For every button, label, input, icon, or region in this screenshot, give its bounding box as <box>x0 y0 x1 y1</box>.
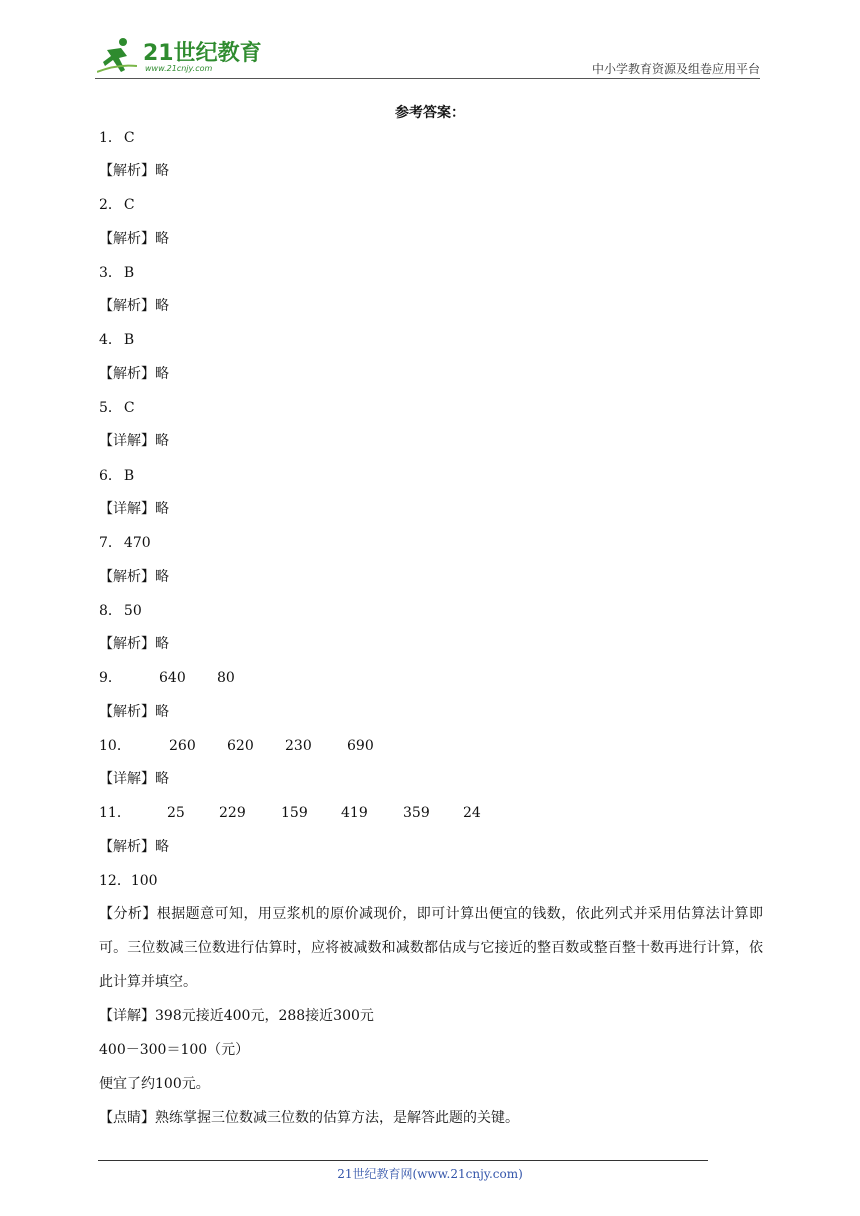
runner-logo-icon <box>97 36 137 76</box>
calculation-line: 400－300＝100（元） <box>99 1042 250 1058</box>
page-title: 参考答案： <box>395 105 465 121</box>
answer-line: 6． B <box>99 468 135 484</box>
answer-line: 4． B <box>99 332 135 348</box>
note-line: 【详解】略 <box>99 433 169 449</box>
header-divider <box>95 78 760 79</box>
note-line: 【解析】略 <box>99 231 169 247</box>
analysis-paragraph: 【分析】根据题意可知，用豆浆机的原价减现价，即可计算出便宜的钱数，依此列式并采用估算法计算即可。三位数减三位数进行估算时，应将被减数和减数都估成与它接近的整百数或整百整十数再进行计算，依此计算并填空。 <box>99 906 763 990</box>
footer-link[interactable]: 21世纪教育网(www.21cnjy.com) <box>337 1167 523 1181</box>
note-line: 【解析】略 <box>99 366 169 382</box>
note-line: 【解析】略 <box>99 163 169 179</box>
page-header <box>95 30 760 80</box>
comment-line: 【点睛】熟练掌握三位数减三位数的估算方法，是解答此题的关键。 <box>99 1110 519 1126</box>
logo-url: www.21cnjy.com <box>145 64 213 73</box>
note-line: 【详解】略 <box>99 771 169 787</box>
note-line: 【解析】略 <box>99 569 169 585</box>
note-line: 【详解】略 <box>99 501 169 517</box>
note-line: 【解析】略 <box>99 298 169 314</box>
answer-line: 10． 260 620 230 690 <box>99 738 374 754</box>
header-platform-text: 中小学教育资源及组卷应用平台 <box>591 62 760 76</box>
answer-line: 5． C <box>99 400 135 416</box>
answer-line: 7． 470 <box>99 535 151 551</box>
footer-divider <box>98 1160 708 1161</box>
answer-line: 11． 25 229 159 419 359 24 <box>99 805 481 821</box>
note-line: 【解析】略 <box>99 704 169 720</box>
answer-line: 8． 50 <box>99 603 142 619</box>
note-line: 【解析】略 <box>99 636 169 652</box>
logo-text: 21世纪教育 <box>143 41 262 66</box>
answer-line: 12．100 <box>99 873 158 889</box>
detail-line: 【详解】398元接近400元，288接近300元 <box>99 1008 374 1024</box>
answer-line: 3． B <box>99 265 135 281</box>
result-line: 便宜了约100元。 <box>99 1076 210 1092</box>
answer-line: 2． C <box>99 197 135 213</box>
note-line: 【解析】略 <box>99 839 169 855</box>
answer-line: 9． 640 80 <box>99 670 235 686</box>
answer-line: 1． C <box>99 130 135 146</box>
logo <box>95 30 265 78</box>
